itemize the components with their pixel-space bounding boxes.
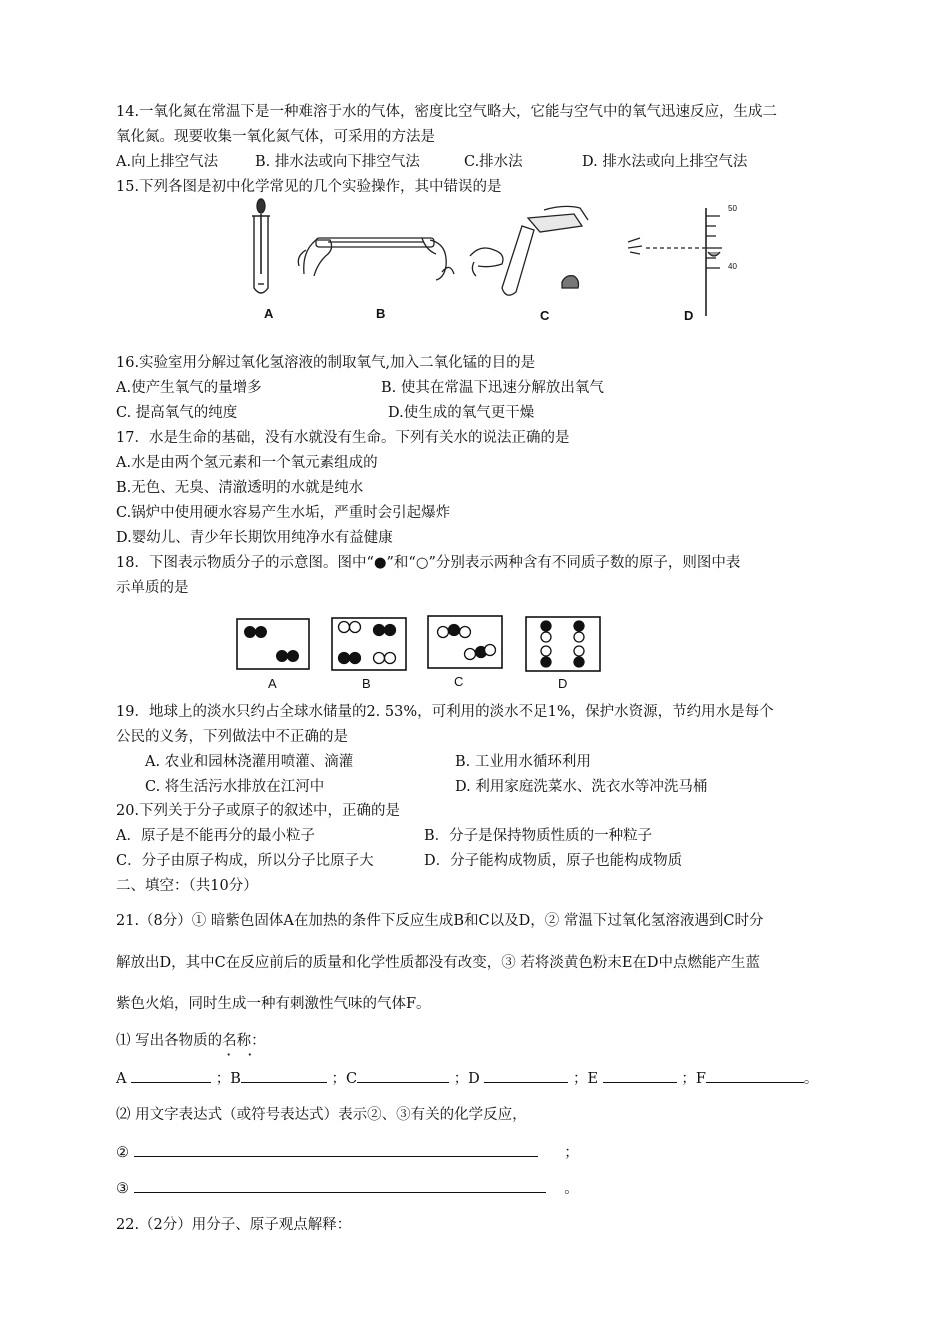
fill-label-d: ；D: [453, 1071, 480, 1087]
q14-line2: 氧化氮。现要收集一氧化氮气体，可采用的方法是: [116, 129, 435, 145]
figure-label-c: C: [540, 308, 550, 323]
equation-3-marker: ③: [116, 1181, 129, 1197]
q20-stem: 20.下列关于分子或原子的叙述中，正确的是: [116, 803, 401, 819]
q16-option-c: C. 提高氧气的纯度: [116, 405, 238, 421]
equation-2-blank[interactable]: [134, 1142, 538, 1157]
equation-2-marker: ②: [116, 1145, 129, 1161]
emphasized-word: 名称: [222, 1033, 252, 1049]
q16-option-a: A.使产生氧气的量增多: [116, 380, 262, 396]
figure-b-hands-holding-tube: [298, 238, 454, 280]
fill-label-a: A: [116, 1071, 127, 1087]
q17-stem: 17．水是生命的基础，没有水就没有生命。下列有关水的说法正确的是: [116, 430, 570, 446]
q21-line1: 21.（8分）① 暗紫色固体A在加热的条件下反应生成B和C以及D，② 常温下过氧化氢溶液遇到C时分: [116, 913, 764, 929]
q14-option-d: D. 排水法或向上排空气法: [582, 154, 748, 170]
box-d: [526, 617, 600, 671]
q14-option-c: C.排水法: [464, 154, 523, 170]
molecules-d: [541, 621, 584, 667]
molecule-label-c: C: [454, 674, 464, 689]
cylinder-mark-top: 50: [728, 204, 737, 213]
molecule-label-d: D: [558, 676, 568, 691]
q20-option-c: C．分子由原子构成，所以分子比原子大: [116, 853, 374, 869]
equation-2-end: ；: [564, 1145, 579, 1161]
equation-3-blank[interactable]: [134, 1178, 546, 1193]
q21-line2: 解放出D，其中C在反应前后的质量和化学性质都没有改变，③ 若将淡黄色粉末E在D中点燃能产生蓝: [116, 955, 761, 971]
q20-option-d: D．分子能构成物质，原子也能构成物质: [424, 853, 683, 869]
fill-label-b: ；B: [215, 1071, 241, 1087]
q16-option-d: D.使生成的氧气更干燥: [388, 405, 535, 421]
q21-sub2: ⑵ 用文字表达式（或符号表达式）表示②、③有关的化学反应，: [116, 1107, 527, 1123]
molecules-b: [339, 622, 396, 664]
q17-option-a: A.水是由两个氢元素和一个氧元素组成的: [116, 455, 378, 471]
q19-option-d: D. 利用家庭洗菜水、洗衣水等冲洗马桶: [455, 779, 708, 795]
q14-option-a: A.向上排空气法: [116, 154, 219, 170]
q21-sub1-text: ⑴ 写出各物质的: [116, 1033, 223, 1049]
q17-option-c: C.锅炉中使用硬水容易产生水垢，严重时会引起爆炸: [116, 505, 451, 521]
q19-option-c: C. 将生活污水排放在江河中: [145, 779, 325, 795]
molecule-label-b: B: [362, 676, 371, 691]
equation-3-end: 。: [564, 1181, 579, 1197]
q21-sub1-colon: ：: [251, 1033, 266, 1049]
figure-a-dropper-in-tube: [252, 199, 270, 293]
q15-stem: 15.下列各图是初中化学常见的几个实验操作，其中错误的是: [116, 179, 502, 195]
q21-sub1-emphasis: [222, 1033, 253, 1064]
q21-sub1: [116, 1031, 266, 1064]
fill-label-f: ；F: [681, 1071, 706, 1087]
section-title-fill-in: 二、填空：（共10分）: [116, 878, 258, 894]
molecule-diagrams: [234, 614, 614, 676]
blank-b[interactable]: [241, 1068, 327, 1083]
q21-line3: 紫色火焰，同时生成一种有刺激性气味的气体F。: [116, 996, 431, 1012]
q15-figure: [244, 196, 748, 330]
q16-option-b: B. 使其在常温下迅速分解放出氧气: [381, 380, 604, 396]
q18-figure: [234, 614, 614, 692]
q21-equation-3: [116, 1178, 579, 1199]
q17-option-b: B.无色、无臭、清澈透明的水就是纯水: [116, 480, 364, 496]
fill-row-end: 。: [803, 1071, 819, 1087]
figure-label-b: B: [376, 306, 386, 321]
q16-stem: 16.实验室用分解过氧化氢溶液的制取氧气,加入二氧化锰的目的是: [116, 355, 536, 371]
blank-c[interactable]: [357, 1068, 449, 1083]
molecules-a: [245, 627, 299, 662]
figure-label-a: A: [264, 306, 274, 321]
q20-option-b: B．分子是保持物质性质的一种粒子: [424, 828, 653, 844]
lab-operations-illustration: [244, 196, 748, 330]
figure-label-d: D: [684, 308, 694, 323]
blank-a[interactable]: [131, 1068, 211, 1083]
fill-label-c: ；C: [331, 1071, 358, 1087]
figure-c-pouring-into-tube: [470, 206, 588, 295]
blank-f[interactable]: [706, 1068, 804, 1083]
q19-option-b: B. 工业用水循环利用: [455, 754, 591, 770]
q18-line2: 示单质的是: [116, 580, 189, 596]
box-c: [428, 616, 502, 668]
molecules-c: [438, 625, 496, 660]
q14-option-b: B. 排水法或向下排空气法: [255, 154, 420, 170]
molecule-label-a: A: [268, 676, 277, 691]
q14-line1: 14.一氧化氮在常温下是一种难溶于水的气体，密度比空气略大，它能与空气中的氧气迅速反应，生成二: [116, 104, 778, 120]
q20-option-a: A．原子是不能再分的最小粒子: [116, 828, 315, 844]
q19-option-a: A. 农业和园林浇灌用喷灌、滴灌: [145, 754, 354, 770]
fill-label-e: ；E: [573, 1071, 599, 1087]
q21-equation-2: [116, 1142, 579, 1163]
q18-line1: 18．下图表示物质分子的示意图。图中“●”和“○”分别表示两种含有不同质子数的原子，则图中表: [116, 555, 741, 571]
q19-line2: 公民的义务，下列做法中不正确的是: [116, 729, 348, 745]
q21-fill-row: [116, 1068, 818, 1089]
emphasis-dots: · ·: [226, 1045, 253, 1064]
q19-line1: 19．地球上的淡水只约占全球水储量的2. 53%，可利用的淡水不足1%，保护水资源，节约用水是每个: [116, 704, 774, 720]
blank-e[interactable]: [603, 1068, 677, 1083]
figure-d-reading-cylinder: [628, 208, 722, 316]
q17-option-d: D.婴幼儿、青少年长期饮用纯净水有益健康: [116, 530, 393, 546]
q22-stem: 22.（2分）用分子、原子观点解释：: [116, 1217, 352, 1233]
cylinder-mark-bottom: 40: [728, 262, 737, 271]
blank-d[interactable]: [484, 1068, 568, 1083]
